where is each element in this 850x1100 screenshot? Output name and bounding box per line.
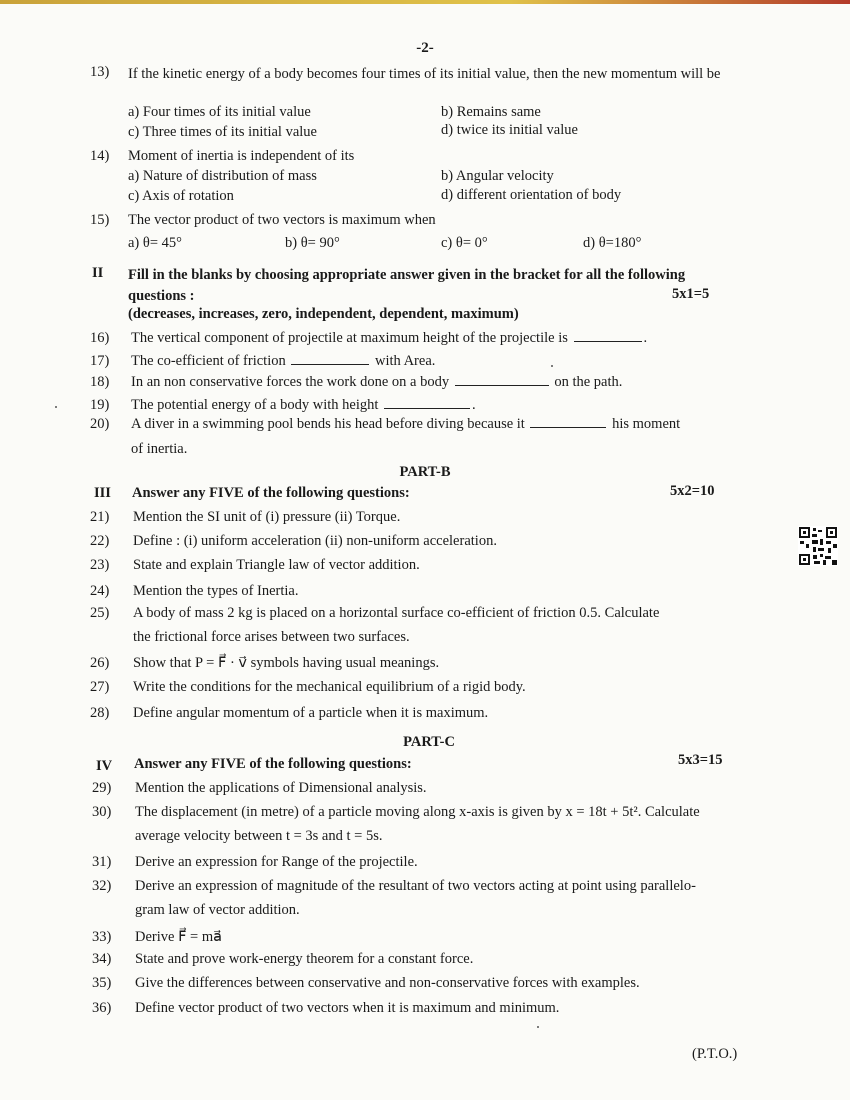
question-number: 30) xyxy=(92,804,112,820)
question-number: 14) xyxy=(90,148,110,164)
question-text: Derive F⃗ = ma⃗ xyxy=(135,929,223,945)
question-text: Moment of inertia is independent of its xyxy=(128,148,355,164)
question-text: A diver in a swimming pool bends his head before diving because it xyxy=(131,416,525,432)
question-number: 19) xyxy=(90,397,110,413)
option-a: a) θ= 45° xyxy=(128,235,182,251)
answer-choices: (decreases, increases, zero, independent, dependent, maximum) xyxy=(128,306,519,322)
question-text: Define angular momentum of a particle when it is maximum. xyxy=(133,705,489,721)
question-number: 27) xyxy=(90,679,110,695)
question-text: State and explain Triangle law of vector addition. xyxy=(133,557,420,573)
question-number: 28) xyxy=(90,705,110,721)
question-continuation: average velocity between t = 3s and t = 5s. xyxy=(135,828,383,844)
option-b: b) Remains same xyxy=(441,104,541,120)
question-text: Give the differences between conservative and non-conservative forces with examples. xyxy=(135,975,640,991)
question-number: 23) xyxy=(90,557,110,573)
answer-blank xyxy=(574,340,642,342)
part-c-title: PART-C xyxy=(403,734,455,750)
question-text: Mention the SI unit of (i) pressure (ii) Torque. xyxy=(133,509,401,525)
question-number: 24) xyxy=(90,583,110,599)
question-number: 26) xyxy=(90,655,110,671)
question-end: with Area. xyxy=(374,353,436,369)
question-number: 29) xyxy=(92,780,112,796)
question-text: The vertical component of projectile at maximum height of the projectile is xyxy=(131,330,568,346)
question-number: 18) xyxy=(90,374,110,390)
question-end: . xyxy=(472,397,476,413)
question-text: A body of mass 2 kg is placed on a horizontal surface co-efficient of friction 0.5. Calculate xyxy=(133,605,660,621)
question-text: State and prove work-energy theorem for a constant force. xyxy=(135,951,474,967)
answer-blank xyxy=(384,407,470,409)
question-number: 34) xyxy=(92,951,112,967)
section-marks: 5x2=10 xyxy=(670,483,715,499)
question-end: his moment xyxy=(612,416,681,432)
option-c: c) θ= 0° xyxy=(441,235,488,251)
question-end: on the path. xyxy=(554,374,623,390)
option-b: b) θ= 90° xyxy=(285,235,340,251)
page-top-edge xyxy=(0,0,850,4)
section-heading: Answer any FIVE of the following questions: xyxy=(134,756,412,772)
question-text: Derive an expression of magnitude of the resultant of two vectors acting at point using parallelo- xyxy=(135,878,696,894)
answer-blank xyxy=(530,426,606,428)
question-number: 33) xyxy=(92,929,112,945)
question-number: 22) xyxy=(90,533,110,549)
question-text-wrap xyxy=(131,416,731,433)
option-d: d) twice its initial value xyxy=(441,122,578,138)
question-number: 25) xyxy=(90,605,110,621)
question-text: The co-efficient of friction xyxy=(131,353,286,369)
question-text-wrap xyxy=(131,353,731,370)
question-text: The vector product of two vectors is maximum when xyxy=(128,212,436,228)
section-heading: Fill in the blanks by choosing appropriate answer given in the bracket for all the following questions : xyxy=(128,267,686,304)
option-b: b) Angular velocity xyxy=(441,168,554,184)
question-number: 20) xyxy=(90,416,110,432)
question-text: Write the conditions for the mechanical equilibrium of a rigid body. xyxy=(133,679,526,695)
question-number: 31) xyxy=(92,854,112,870)
question-text: The potential energy of a body with height xyxy=(131,397,379,413)
question-text: Show that P = F⃗ · v⃗ symbols having usual meanings. xyxy=(133,655,440,671)
question-text-wrap xyxy=(131,397,731,414)
question-text: Derive an expression for Range of the projectile. xyxy=(135,854,418,870)
question-text: In an non conservative forces the work done on a body xyxy=(131,374,450,390)
section-heading: Answer any FIVE of the following questions: xyxy=(132,485,410,501)
question-text: Mention the types of Inertia. xyxy=(133,583,299,599)
question-number: 15) xyxy=(90,212,110,228)
option-a: a) Nature of distribution of mass xyxy=(128,168,317,184)
page-number: -2- xyxy=(416,40,434,56)
question-continuation: gram law of vector addition. xyxy=(135,902,300,918)
part-b-title: PART-B xyxy=(399,464,451,480)
question-number: 13) xyxy=(90,64,110,80)
option-c: c) Axis of rotation xyxy=(128,188,234,204)
qr-code-icon xyxy=(798,526,838,566)
question-text: The displacement (in metre) of a particle moving along x-axis is given by x = 18t + 5t². Calculate xyxy=(135,804,700,820)
question-number: 36) xyxy=(92,1000,112,1016)
question-end: . xyxy=(643,330,648,346)
option-a: a) Four times of its initial value xyxy=(128,104,311,120)
question-number: 21) xyxy=(90,509,110,525)
section-marks: 5x3=15 xyxy=(678,752,723,768)
question-number: 32) xyxy=(92,878,112,894)
question-continuation: the frictional force arises between two surfaces. xyxy=(133,629,410,645)
speck xyxy=(537,1026,539,1028)
section-roman: III xyxy=(94,485,111,501)
page-turn-note: (P.T.O.) xyxy=(692,1046,738,1062)
question-number: 17) xyxy=(90,353,110,369)
speck xyxy=(551,365,553,367)
section-roman: II xyxy=(92,265,104,281)
question-text: Define vector product of two vectors when it is maximum and minimum. xyxy=(135,1000,560,1016)
option-d: d) different orientation of body xyxy=(441,187,622,203)
option-c: c) Three times of its initial value xyxy=(128,124,317,140)
option-d: d) θ=180° xyxy=(583,235,642,251)
question-text: Define : (i) uniform acceleration (ii) non-uniform acceleration. xyxy=(133,533,497,549)
section-marks: 5x1=5 xyxy=(672,286,710,302)
question-text-wrap xyxy=(131,330,731,347)
question-text: Mention the applications of Dimensional analysis. xyxy=(135,780,427,796)
speck xyxy=(55,406,57,408)
question-number: 16) xyxy=(90,330,110,346)
question-number: 35) xyxy=(92,975,112,991)
question-continuation: of inertia. xyxy=(131,441,188,457)
question-text: If the kinetic energy of a body becomes four times of its initial value, then the new momentum will be xyxy=(128,66,721,82)
answer-blank xyxy=(291,363,369,365)
question-text-wrap xyxy=(131,374,731,391)
answer-blank xyxy=(455,384,549,386)
section-roman: IV xyxy=(96,758,113,774)
